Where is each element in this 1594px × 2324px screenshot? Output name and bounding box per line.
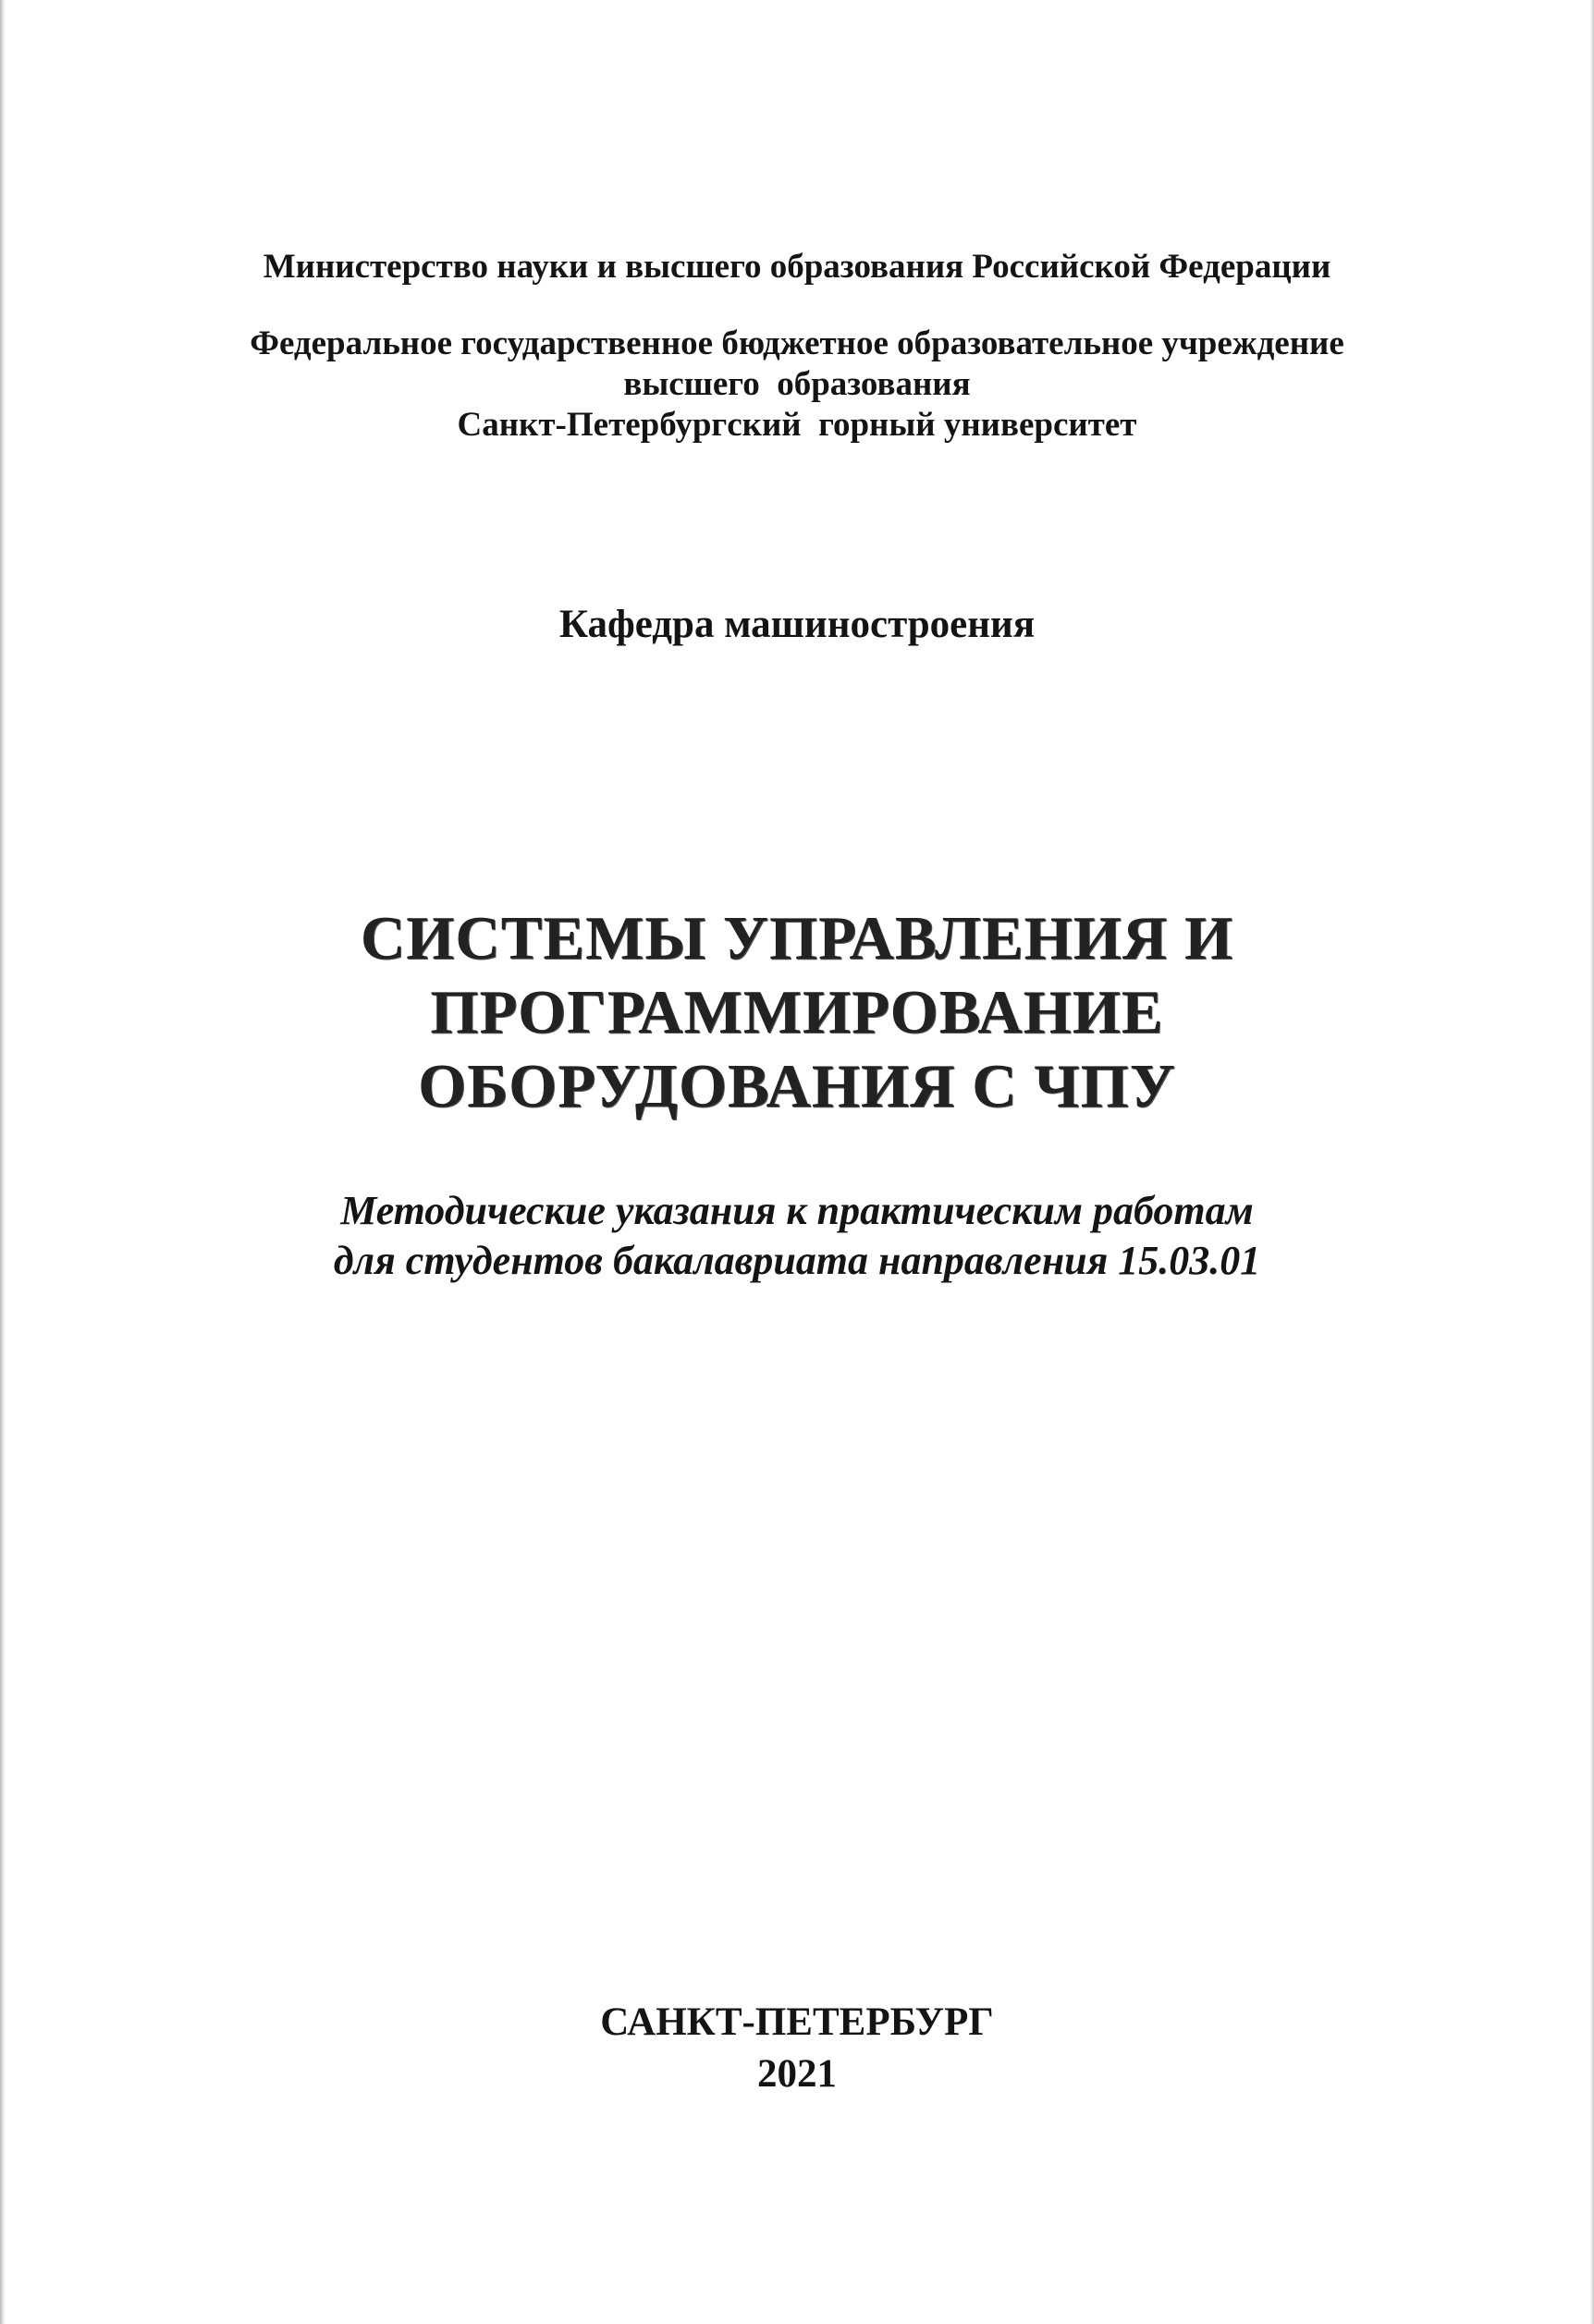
ministry-heading (0, 243, 1594, 291)
subtitle-line-2: для студентов бакалавриата направления 15.03.01 (333, 1238, 1261, 1283)
department-heading (0, 599, 1594, 651)
title-line-3: ОБОРУДОВАНИЯ С ЧПУ (418, 1052, 1176, 1120)
institution-line-1: Федеральное государственное бюджетное образовательное учреждение (250, 324, 1344, 362)
publication-place-year (0, 1997, 1594, 2100)
subtitle-line-1: Методические указания к практическим работам (340, 1188, 1254, 1233)
institution-heading (0, 324, 1594, 446)
title-line-2: ПРОГРАММИРОВАНИЕ (430, 978, 1164, 1046)
publication-city: САНКТ-ПЕТЕРБУРГ (600, 2000, 994, 2044)
document-subtitle (0, 1186, 1594, 1286)
document-title (0, 901, 1594, 1123)
institution-line-3: Санкт-Петербургский горный университет (457, 406, 1137, 444)
publication-year: 2021 (757, 2052, 837, 2096)
institution-line-2: высшего образования (623, 365, 971, 403)
ministry-name: Министерство науки и высшего образования Российской Федерации (263, 248, 1331, 286)
department-name: Кафедра машиностроения (558, 603, 1036, 646)
title-line-1: СИСТЕМЫ УПРАВЛЕНИЯ И (360, 904, 1234, 972)
